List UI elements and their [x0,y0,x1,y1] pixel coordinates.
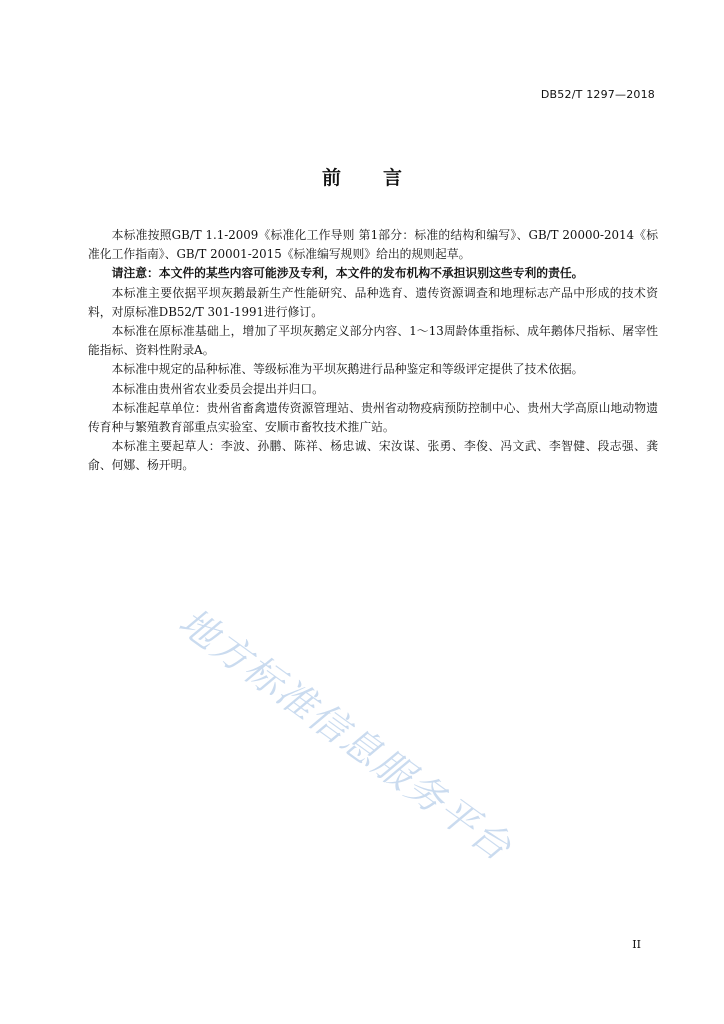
paragraph: 本标准起草单位：贵州省畜禽遗传资源管理站、贵州省动物疫病预防控制中心、贵州大学高原山地动物遗传育种与繁殖教育部重点实验室、安顺市畜牧技术推广站。 [88,400,658,435]
foreword-title [0,163,724,190]
page-number: II [632,938,641,951]
paragraph: 本标准按照GB/T 1.1-2009《标准化工作导则 第1部分：标准的结构和编写》、GB/T 20000-2014《标准化工作指南》、GB/T 20001-2015《标准编写规则》给出的规则起草。 [88,228,658,262]
paragraph: 本标准在原标准基础上，增加了平坝灰鹅定义部分内容、1～13周龄体重指标、成年鹅体尺指标、屠宰性能指标、资料性附录A。 [88,324,658,358]
standard-code: DB52/T 1297—2018 [540,88,655,101]
paragraph: 本标准中规定的品种标准、等级标准为平坝灰鹅进行品种鉴定和等级评定提供了技术依据。 [111,362,584,377]
paragraph: 本标准由贵州省农业委员会提出并归口。 [111,381,324,396]
patent-notice: 请注意：本文件的某些内容可能涉及专利，本文件的发布机构不承担识别这些专利的责任。 [111,266,584,281]
title-char-1: 前 [321,167,341,189]
title-char-2: 言 [383,167,403,189]
paragraph: 本标准主要起草人：李波、孙鹏、陈祥、杨忠诚、宋汝谋、张勇、李俊、冯文武、李智健、段志强、龚俞、何娜、杨开明。 [88,439,658,473]
foreword-body [88,226,658,476]
paragraph: 本标准主要依据平坝灰鹅最新生产性能研究、品种选育、遗传资源调查和地理标志产品中形成的技术资料，对原标准DB52/T 301-1991进行修订。 [88,285,658,319]
watermark: 地方标准信息服务平台 [170,599,521,871]
